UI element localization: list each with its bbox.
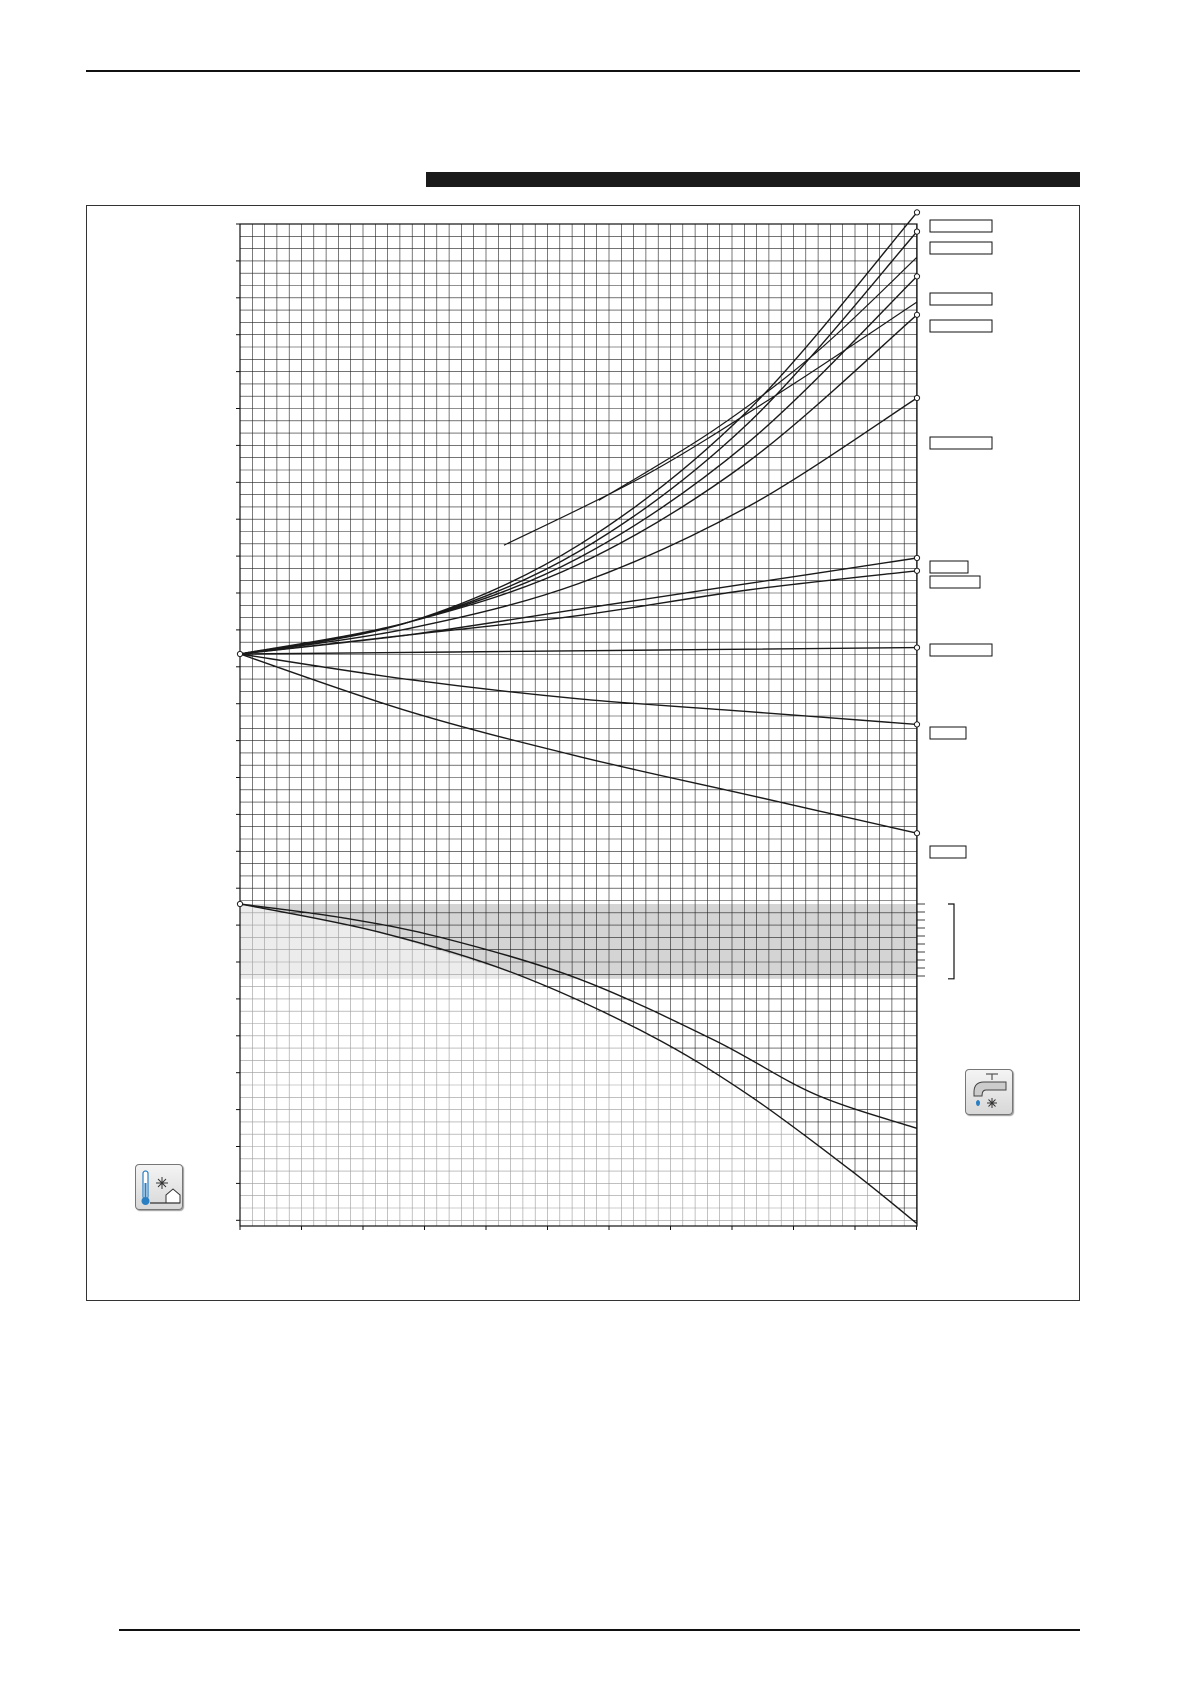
series-line-4 <box>240 315 917 654</box>
series-end-marker-7 <box>914 568 919 573</box>
series-label-box-9 <box>930 727 966 739</box>
series-label-box-2 <box>930 242 992 254</box>
series-label-box-7 <box>930 576 980 588</box>
series-end-marker-3 <box>914 274 919 279</box>
partial-series-line-2 <box>599 257 917 500</box>
lower-origin-marker <box>237 901 242 906</box>
series-label-box-3 <box>930 293 992 305</box>
series-end-marker-1 <box>914 210 919 215</box>
series-label-box-10 <box>930 846 966 858</box>
series-label-box-1 <box>930 220 992 232</box>
series-end-marker-9 <box>914 722 919 727</box>
series-label-box-5 <box>930 437 992 449</box>
series-end-marker-8 <box>914 645 919 650</box>
series-end-marker-4 <box>914 312 919 317</box>
series-label-box-6 <box>930 561 968 573</box>
series-end-marker-10 <box>914 831 919 836</box>
series-label-box-8 <box>930 644 992 656</box>
footer-rule <box>119 1629 1080 1631</box>
series-line-2 <box>240 232 917 654</box>
series-line-8 <box>240 648 917 654</box>
water-cooling-icon <box>965 1069 1013 1115</box>
room-cooling-icon <box>135 1164 183 1210</box>
series-line-10 <box>240 654 917 833</box>
series-end-marker-5 <box>914 395 919 400</box>
band-bracket <box>948 904 954 979</box>
series-label-box-4 <box>930 320 992 332</box>
series-end-marker-6 <box>914 555 919 560</box>
upper-origin-marker <box>237 651 242 656</box>
series-end-marker-2 <box>914 229 919 234</box>
